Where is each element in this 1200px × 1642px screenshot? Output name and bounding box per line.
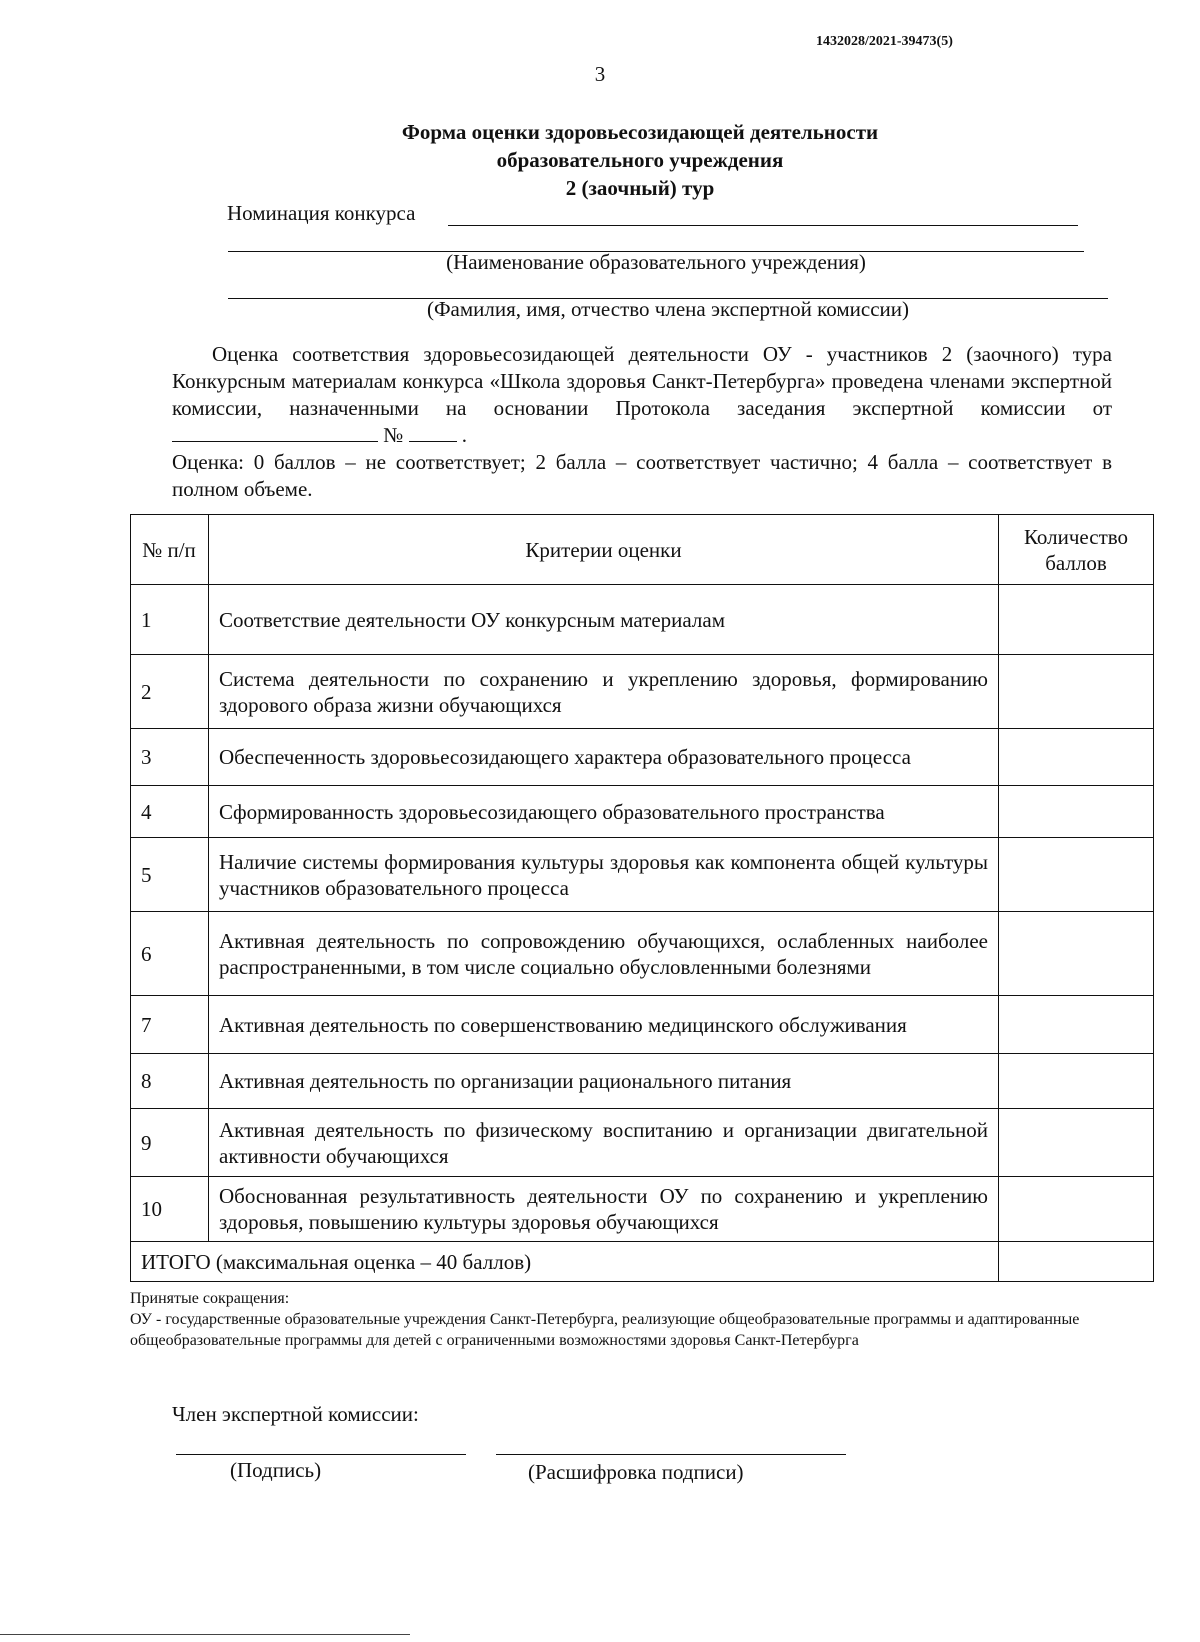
row-num: 1 xyxy=(131,585,209,655)
table-header-row xyxy=(131,515,1154,585)
document-number: 1432028/2021-39473(5) xyxy=(816,34,953,49)
table-row xyxy=(131,1054,1154,1109)
score-cell[interactable] xyxy=(999,585,1154,655)
row-criterion: Активная деятельность по организации рационального питания xyxy=(209,1054,999,1109)
nomination-field[interactable] xyxy=(448,225,1078,226)
table-row xyxy=(131,655,1154,729)
row-criterion: Сформированность здоровьесозидающего образовательного пространства xyxy=(209,786,999,838)
nomination-label: Номинация конкурса xyxy=(227,201,416,225)
row-num: 9 xyxy=(131,1109,209,1177)
row-criterion: Активная деятельность по совершенствованию медицинского обслуживания xyxy=(209,996,999,1054)
table-row xyxy=(131,838,1154,912)
row-num: 2 xyxy=(131,655,209,729)
criteria-table xyxy=(130,514,1154,1282)
total-row xyxy=(131,1242,1154,1282)
title-line-2: образовательного учреждения xyxy=(496,148,784,172)
score-cell[interactable] xyxy=(999,996,1154,1054)
header-criteria: Критерии оценки xyxy=(209,515,999,585)
row-num: 8 xyxy=(131,1054,209,1109)
row-criterion: Соответствие деятельности ОУ конкурсным материалам xyxy=(209,585,999,655)
score-cell[interactable] xyxy=(999,1177,1154,1242)
intro-paragraph-1-end: . xyxy=(461,423,468,447)
intro-paragraph-2: Оценка: 0 баллов – не соответствует; 2 балла – соответствует частично; 4 балла – соответствует в полном объеме. xyxy=(172,450,1112,501)
score-cell[interactable] xyxy=(999,1109,1154,1177)
score-cell[interactable] xyxy=(999,729,1154,786)
score-cell[interactable] xyxy=(999,838,1154,912)
table-row xyxy=(131,912,1154,996)
table-row xyxy=(131,729,1154,786)
scan-edge-line xyxy=(0,1634,410,1635)
expert-caption: (Фамилия, имя, отчество члена экспертной комиссии) xyxy=(426,297,910,321)
signature-decoding-caption: (Расшифровка подписи) xyxy=(528,1460,744,1484)
row-num: 7 xyxy=(131,996,209,1054)
row-num: 10 xyxy=(131,1177,209,1242)
abbreviations xyxy=(130,1288,1130,1351)
row-num: 4 xyxy=(131,786,209,838)
form-title xyxy=(230,118,1050,202)
protocol-number-field[interactable] xyxy=(409,425,457,442)
intro-paragraph-1: Оценка соответствия здоровьесозидающей деятельности ОУ - участников 2 (заочного) тура Конкурсным материалам конкурса «Школа здоровья Санкт-Петербурга» проведена членами экспертной комиссии, назначенными на основании Протокола заседания экспертной комиссии от xyxy=(172,342,1112,420)
number-sign: № xyxy=(383,423,404,447)
table-row xyxy=(131,1109,1154,1177)
score-cell[interactable] xyxy=(999,655,1154,729)
signature-decoding-field[interactable] xyxy=(496,1454,846,1455)
intro-text xyxy=(172,341,1112,503)
row-num: 6 xyxy=(131,912,209,996)
total-score-cell[interactable] xyxy=(999,1242,1154,1282)
header-num: № п/п xyxy=(131,515,209,585)
member-label: Член экспертной комиссии: xyxy=(172,1402,419,1426)
header-score: Количество баллов xyxy=(999,515,1154,585)
protocol-date-field[interactable] xyxy=(172,425,378,442)
row-criterion: Обоснованная результативность деятельности ОУ по сохранению и укреплению здоровья, повышению культуры здоровья обучающихся xyxy=(209,1177,999,1242)
total-label: ИТОГО (максимальная оценка – 40 баллов) xyxy=(131,1242,999,1282)
table-row xyxy=(131,1177,1154,1242)
row-criterion: Активная деятельность по сопровождению обучающихся, ослабленных наиболее распространенными, в том числе социально обусловленными болезнями xyxy=(209,912,999,996)
table-row xyxy=(131,996,1154,1054)
abbreviations-heading: Принятые сокращения: xyxy=(130,1290,290,1307)
row-criterion: Наличие системы формирования культуры здоровья как компонента общей культуры участников образовательного процесса xyxy=(209,838,999,912)
signature-field[interactable] xyxy=(176,1454,466,1455)
table-row xyxy=(131,585,1154,655)
institution-caption: (Наименование образовательного учреждения) xyxy=(446,250,866,274)
title-line-3: 2 (заочный) тур xyxy=(565,176,715,200)
row-criterion: Система деятельности по сохранению и укреплению здоровья, формированию здорового образа жизни обучающихся xyxy=(209,655,999,729)
title-line-1: Форма оценки здоровьесозидающей деятельности xyxy=(401,120,879,144)
row-num: 5 xyxy=(131,838,209,912)
row-num: 3 xyxy=(131,729,209,786)
row-criterion: Активная деятельность по физическому воспитанию и организации двигательной активности обучающихся xyxy=(209,1109,999,1177)
score-cell[interactable] xyxy=(999,1054,1154,1109)
abbreviations-text: ОУ - государственные образовательные учреждения Санкт-Петербурга, реализующие общеобразовательные программы и адаптированные общеобразовательные программы для детей с ограниченными возможностями здоровья Санкт-Петербурга xyxy=(130,1311,1080,1349)
row-criterion: Обеспеченность здоровьесозидающего характера образовательного процесса xyxy=(209,729,999,786)
table-row xyxy=(131,786,1154,838)
page-number: 3 xyxy=(594,62,606,86)
score-cell[interactable] xyxy=(999,786,1154,838)
signature-caption: (Подпись) xyxy=(230,1458,322,1482)
score-cell[interactable] xyxy=(999,912,1154,996)
